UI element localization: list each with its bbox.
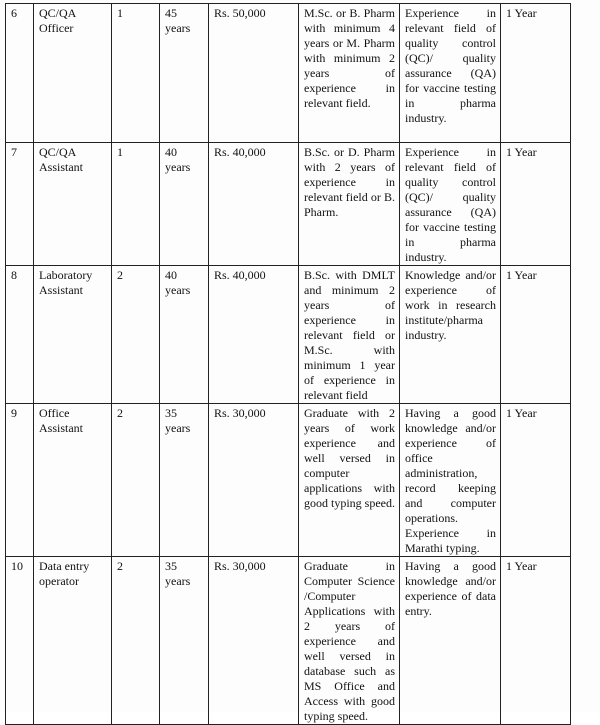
recruitment-table — [5, 3, 571, 725]
serial-number-cell: 9 — [6, 404, 34, 557]
age-limit-cell: 45 years — [160, 4, 209, 143]
table-row — [6, 557, 571, 725]
experience-cell: Having a good knowledge and/or experience of data entry. — [400, 557, 501, 725]
positions-count-cell: 2 — [112, 404, 160, 557]
salary-cell: Rs. 40,000 — [209, 143, 299, 266]
salary-cell: Rs. 30,000 — [209, 404, 299, 557]
serial-number-cell: 8 — [6, 266, 34, 404]
positions-count-cell: 1 — [112, 4, 160, 143]
positions-count-cell: 2 — [112, 266, 160, 404]
qualification-cell: B.Sc. with DMLT and minimum 2 years of experience in relevant field or M.Sc. with minimum 1 year of experience in relevant field — [299, 266, 400, 404]
positions-count-cell: 1 — [112, 143, 160, 266]
qualification-cell: Graduate in Computer Science /Computer Applications with 2 years of experience and well versed in database such as MS Office and Access with good typing speed. — [299, 557, 400, 725]
post-name-cell: Laboratory Assistant — [34, 266, 112, 404]
post-name-cell: QC/QA Assistant — [34, 143, 112, 266]
age-limit-cell: 35 years — [160, 404, 209, 557]
serial-number-cell: 7 — [6, 143, 34, 266]
experience-cell: Knowledge and/or experience of work in research institute/pharma industry. — [400, 266, 501, 404]
tenure-cell: 1 Year — [501, 4, 571, 143]
tenure-cell: 1 Year — [501, 266, 571, 404]
table-row — [6, 266, 571, 404]
tenure-cell: 1 Year — [501, 404, 571, 557]
qualification-cell: M.Sc. or B. Pharm with minimum 4 years or M. Pharm with minimum 2 years of experience in relevant field. — [299, 4, 400, 143]
table-row — [6, 143, 571, 266]
experience-cell: Experience in relevant field of quality control (QC)/ quality assurance (QA) for vaccine testing in pharma industry. — [400, 143, 501, 266]
qualification-cell: B.Sc. or D. Pharm with 2 years of experience in relevant field or B. Pharm. — [299, 143, 400, 266]
tenure-cell: 1 Year — [501, 557, 571, 725]
tenure-cell: 1 Year — [501, 143, 571, 266]
positions-count-cell: 2 — [112, 557, 160, 725]
post-name-cell: Data entry operator — [34, 557, 112, 725]
age-limit-cell: 40 years — [160, 266, 209, 404]
salary-cell: Rs. 50,000 — [209, 4, 299, 143]
serial-number-cell: 10 — [6, 557, 34, 725]
qualification-cell: Graduate with 2 years of work experience and well versed in computer applications with good typing speed. — [299, 404, 400, 557]
post-name-cell: QC/QA Officer — [34, 4, 112, 143]
serial-number-cell: 6 — [6, 4, 34, 143]
salary-cell: Rs. 30,000 — [209, 557, 299, 725]
post-name-cell: Office Assistant — [34, 404, 112, 557]
experience-cell: Having a good knowledge and/or experience of office administration, record keeping and computer operations. Experience in Marathi typing. — [400, 404, 501, 557]
salary-cell: Rs. 40,000 — [209, 266, 299, 404]
table-row — [6, 404, 571, 557]
table-row — [6, 4, 571, 143]
experience-cell: Experience in relevant field of quality control (QC)/ quality assurance (QA) for vaccine testing in pharma industry. — [400, 4, 501, 143]
age-limit-cell: 40 years — [160, 143, 209, 266]
age-limit-cell: 35 years — [160, 557, 209, 725]
